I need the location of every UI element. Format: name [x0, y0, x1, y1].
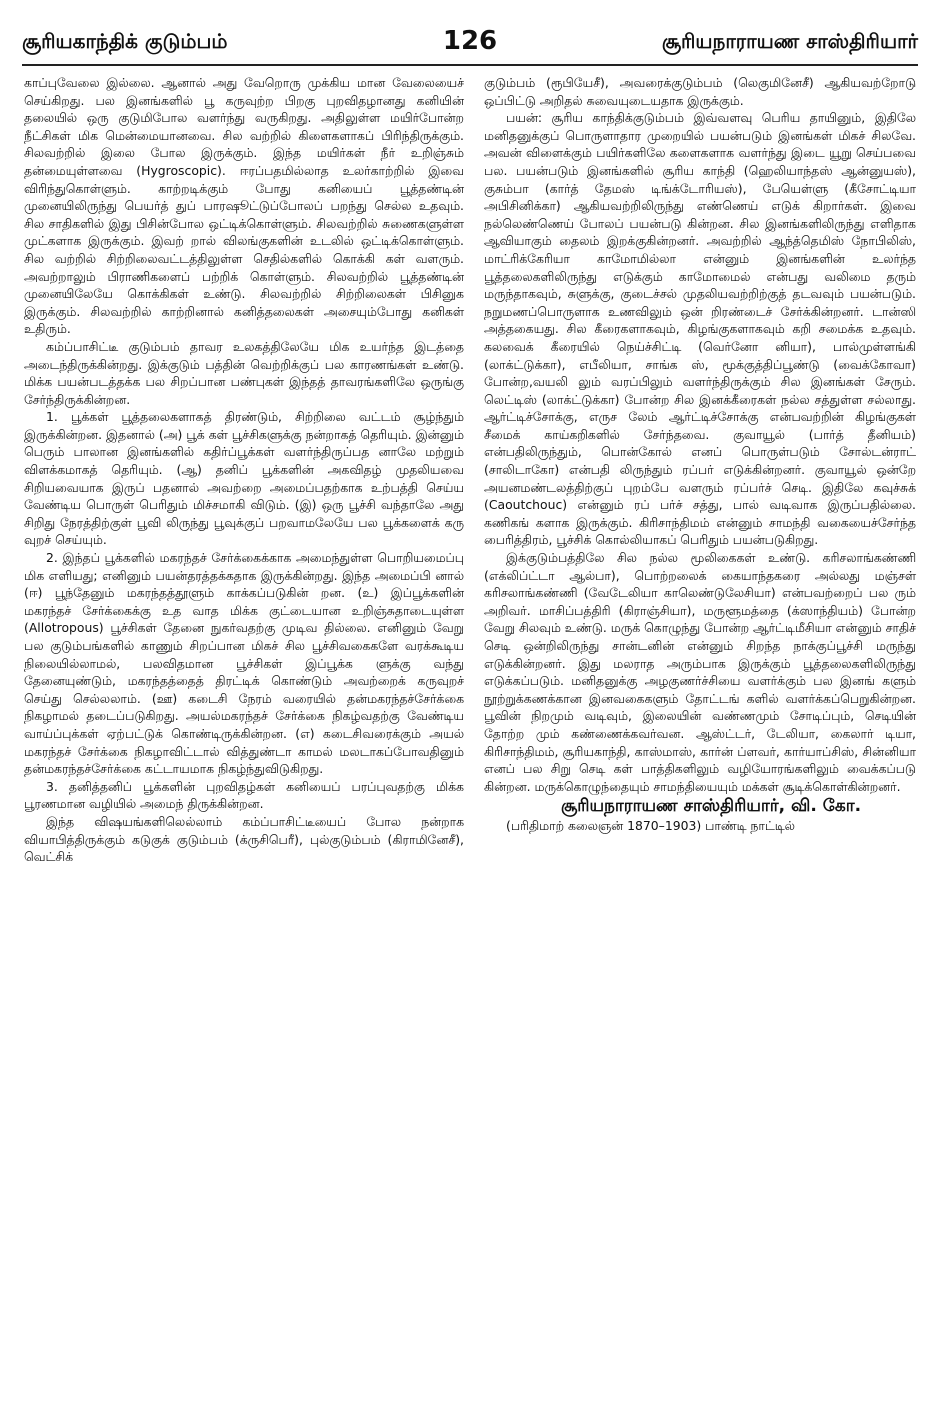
paragraph: காப்புவேலை இல்லை. ஆனால் அது வேறொரு முக்கிய மான வேலையைச் செய்கிறது. பல இனங்களில் பூ கருவுற்ற பிறகு புறவிதழானது கனியின் தலையில் ஒரு குடுமிபோல வளர்ந்து வருகிறது. அதிலுள்ள மயிர்போன்ற நீட்சிகள் மிக மென்மையானவை. சில வற்றில் கிளைகளாகப் பிரிந்திருக்கும். சிலவற்றில் இலை போல இருக்கும். இந்த மயிர்கள் நீர் உறிஞ்சும் தன்மையுள்ளவை (Hygroscopic). ஈரப்பதமில்லாத உலர்காற்றில் இவை விரிந்துகொள்ளும். காற்றடிக்கும் போது கனியைப் பூத்தண்டின் முனையிலிருந்து பெயர்த் துப் பாரஷூட்டுப்போலப் பறந்து செல்ல உதவும். சில சாதிகளில் இது பிசின்போல ஒட்டிக்கொள்ளும். சிலவற்றில் சுணைகளுள்ள முட்களாக இருக்கும். இவற் றால் விலங்குகளின் உடலில் ஒட்டிக்கொள்ளும். சில வற்றில் சிற்றிலைவட்டத்திலுள்ள செதில்களில் கொக்கி கள் வளரும். அவற்றாலும் பிராணிகளைப் பற்றிக் கொள்ளும். சிலவற்றில் பூத்தண்டின் முனையிலேயே கொக்கிகள் உண்டு. சிலவற்றில் சிற்றிலைகள் பிசினுக இருக்கும். சிலவற்றில் காற்றினால் கனித்தலைகள் அசையும்போது கனிகள் உதிரும். [24, 75, 464, 337]
paragraph: இந்த விஷயங்களிலெல்லாம் கம்ப்பாசிட்டீயைப் போல நன்றாக வியாபித்திருக்கும் கடுகுக் குடும்பம் (க்ருசிபெரீ), புல்குடும்பம் (கிராமினேசீ), வெட்சிக் [24, 813, 464, 865]
right-column [484, 74, 916, 835]
paragraph: பயன்: சூரிய காந்திக்குடும்பம் இவ்வளவு பெரிய தாயினும், இதிலே மனிதனுக்குப் பொருளாதார முறையில் பயன்படும் இனங்கள் மிகச் சிலவே. அவன் விளைக்கும் பயிர்களிலே களைகளாக வளர்ந்து இடை யூறு செய்பவை பல. பயன்படும் இனங்களில் சூரிய காந்தி (ஹெலியாந்தஸ் ஆன்னுயஸ்), குசும்பா (கார்த் தேமஸ் டிங்க்டோரியஸ்), பேயெள்ளு (கீசோட்டியா அபிசினிக்கா) ஆகியவற்றிலிருந்து எண்ணெய் எடுக் கிறார்கள். இவை நல்லெண்ணெய் போலப் பயன்படு கின்றன. சில இனங்களிலிருந்து எளிதாக ஆவியாகும் தைலம் இறக்குகின்றனர். அவற்றில் ஆந்த்தெமிஸ் நோபிலிஸ், மாட்ரிக்கேரியா காமோமில்லா என்னும் இனங்களின் உலர்ந்த பூத்தலைகளிலிருந்து எடுக்கும் காமோமைல் என்பது வலிமை தரும் மருந்தாகவும், சுளுக்கு, குடைச்சல் முதலியவற்றிற்குத் தடவவும் பயன்படும். நறுமணப்பொருளாக உணவிலும் ஒன் றிரண்டைச் சேர்க்கின்றனர். டான்ஸி அத்தகையது. சில கீரைகளாகவும், கிழங்குகளாகவும் கறி சமைக்க உதவும். கலவைக் கீரையில் நெய்ச்சிட்டி (வெர்னோ னியா), பால்முள்ளங்கி (லாக்ட்டுக்கா), எபீலியா, சாங்க ஸ், மூக்குத்திப்பூண்டு (வைக்கோவா) போன்ற,வயலி லும் வரப்பிலும் வளர்ந்திருக்கும் சில இனங்கள் சேரும். லெட்டிஸ் (லாக்ட்டுக்கா) போன்ற சில இனக்கீரைகள் நல்ல சத்துள்ள சல்லாது. ஆர்ட்டிச்சோக்கு, எருச லேம் ஆர்ட்டிச்சோக்கு என்பவற்றின் கிழங்குகள் சீமைக் காய்கறிகளில் சேர்ந்தவை. குவாயூல் (பார்த் தீனியம்) என்பதிலிருந்தும், பொன்கோல் எனப் பொருள்படும் சோல்டன்ராட் (சாலிடாகோ) என்பதி லிருந்தும் ரப்பர் எடுக்கின்றனர். குவாயூல் ஒன்றே அயனமண்டலத்திற்குப் புறம்பே வளரும் ரப்பர்ச் செடி. இதிலே கவுச்சுக் (Caoutchouc) என்னும் ரப் பர்ச் சத்து, பால் வடிவாக இருப்பதில்லை. கணிகங் களாக இருக்கும். கிரிசாந்திமம் என்னும் சாமந்தி வகையைச்சேர்ந்த பைரித்திரம், பூச்சிக் கொல்லியாகப் பெரிதும் பயன்படுகிறது. [484, 110, 916, 548]
page-number: 126 [442, 26, 498, 56]
numbered-paragraph: 1. பூக்கள் பூத்தலைகளாகத் திரண்டும், சிற்றிலை வட்டம் சூழ்ந்தும் இருக்கின்றன. இதனால் (அ) பூக் கள் பூச்சிகளுக்கு நன்றாகத் தெரியும். இன்னும் பெரும் பாலான இனங்களில் கதிர்ப்பூக்கள் வளர்ந்திருப்பத னாலே மற்றும் விளக்கமாகத் தெரியும். (ஆ) தனிப் பூக்களின் அகவிதழ் முதலியவை சிறியவையாக இருப் பதனால் அவற்றை அமைப்பதற்காக உற்பத்தி செய்ய வேண்டிய பொருள் பெரிதும் மிச்சமாகி விடும். (இ) ஒரு பூச்சி வந்தாலே அது சிறிது நேரத்திற்குள் பூவி லிருந்து பூவுக்குப் பறவாமலேயே பல பூக்களைக் கரு வுறச் செய்யும். [24, 409, 464, 548]
paragraph: இக்குடும்பத்திலே சில நல்ல மூலிகைகள் உண்டு. கரிசலாங்கண்ணி (எக்லிப்ட்டா ஆல்பா), பொற்றலைக் கையாந்தகரை அல்லது மஞ்சள் கரிசலாங்கண்ணி (வேடேலியா காலெண்டுலேசியா) என்பவற்றைப் பல ரும் அறிவர். மாசிப்பத்திரி (கிராஞ்சியா), மருளூமத்தை (க்ஸாந்தியம்) போன்ற வேறு சிலவும் உண்டு. மருக் கொழுந்து போன்ற ஆர்ட்டிமீசியா என்னும் சாதிச் செடி ஒன்றிலிருந்து சான்டனின் என்னும் சிறந்த நாக்குப்பூச்சி மருந்து எடுக்கின்றனர். இது மலராத அரும்பாக இருக்கும் பூத்தலைகளிலிருந்து எடுக்கப்படும். மனிதனுக்கு அழகுணர்ச்சியை வளர்க்கும் பல இனங் களும் நூற்றுக்கணக்கான இனவகைகளும் தோட்டங் களில் வளர்க்கப்பெறுகின்றன. பூவின் நிறமும் வடிவும், இலையின் வண்ணமும் சோடிப்பும், செடியின் தோற்ற மும் கண்ணைக்கவர்வன. ஆஸ்ட்டர், டேலியா, கைலார் டியா, கிரிசாந்திமம், சூரியகாந்தி, காஸ்மாஸ், கார்ன் ப்ளவர், கார்யாப்சிஸ், சின்னியா எனப் பல சிறு செடி கள் பாத்திகளிலும் வழியோரங்களிலும் வைக்கப்படு கின்றன. மருக்கொழுந்தையும் சாமந்தியையும் மக்கள் சூடிக்கொள்கின்றனர். [484, 550, 916, 794]
left-column [24, 74, 464, 866]
numbered-paragraph: 2. இந்தப் பூக்களில் மகரந்தச் சேர்க்கைக்காக அமைந்துள்ள பொறியமைப்பு மிக எளியது; எனினும் பயன்தரத்தக்கதாக இருக்கின்றது. இந்த அமைப்பி னால் (ஈ) பூந்தேனும் மகரந்தத்தூளும் காக்கப்படுகின் றன. (உ) இப்பூக்களின் மகரந்தச் சேர்க்கைக்கு உத வாத மிக்க குட்டையான உறிஞ்சுதாடையுள்ள (Allotropous) பூச்சிகள் தேனை நுகர்வதற்கு முடிவ தில்லை. எனினும் வேறு பல குடும்பங்களில் காணும் சிறப்பான மிகச் சில பூச்சிவகைகளே வரக்கூடிய நிலையில்லாமல், பலவிதமான பூச்சிகள் இப்பூக்க ளுக்கு வந்து தேனையுண்டும், மகரந்தத்தைத் திரட்டிக் கொண்டும் அவற்றைக் கருவுறச் செய்து செல்லலாம். (ஊ) கடைசி நேரம் வரையில் தன்மகரந்தச்சேர்க்கை நிகழாமல் தடைப்படுகிறது. அயல்மகரந்தச் சேர்க்கை நிகழ்வதற்கு வேண்டிய வாய்ப்புக்கள் ஏற்பட்டுக் கொண்டிருக்கின்றன. (எ) கடைசிவரைக்கும் அயல் மகரந்தச் சேர்க்கை நிகழாவிட்டால் வித்துண்டா காமல் மலடாகப்போவதினும் தன்மகரந்தச்சேர்க்கை கட்டாயமாக நிகழ்ந்துவிடுகிறது. [24, 550, 464, 777]
author-byline: (பரிதிமாற் கலைஞன் 1870–1903) பாண்டி நாட்டில் [506, 818, 795, 834]
running-head-right: சூரியநாராயண சாஸ்திரியார் [661, 29, 918, 53]
running-head-left: சூரியகாந்திக் குடும்பம் [22, 29, 228, 53]
paragraph: குடும்பம் (ரூபியேசீ), அவரைக்குடும்பம் (லெகுமினேசீ) ஆகியவற்றோடு ஒப்பிட்டு அறிதல் சுவையுடையதாக இருக்கும். [484, 75, 916, 108]
page-header [22, 24, 918, 66]
numbered-paragraph: 3. தனித்தனிப் பூக்களின் புறவிதழ்கள் கனியைப் பரப்புவதற்கு மிக்க பூரணமான வழியில் அமைந் திருக்கின்றன. [24, 778, 464, 812]
author-signature: சூரியநாராயண சாஸ்திரியார், வி. கோ. [560, 796, 862, 817]
paragraph: கம்ப்பாசிட்டீ குடும்பம் தாவர உலகத்திலேயே மிக உயர்ந்த இடத்தை அடைந்திருக்கின்றது. இக்குடும் பத்தின் வெற்றிக்குப் பல காரணங்கள் உண்டு. மிக்க பயன்படத்தக்க பல சிறப்பான பண்புகள் இந்தத் தாவரங்களிலே ஒருங்கு சேர்ந்திருக்கின்றன. [24, 338, 464, 407]
